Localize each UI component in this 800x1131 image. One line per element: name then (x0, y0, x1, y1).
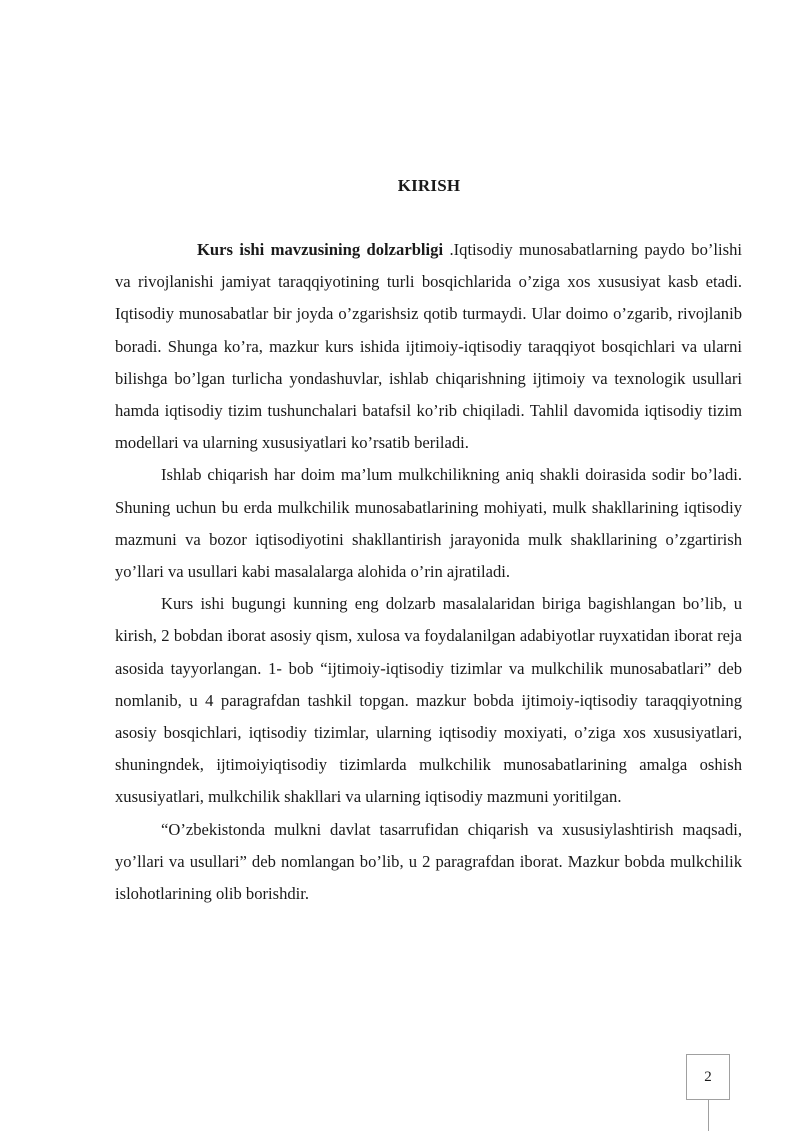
page-number: 2 (686, 1054, 730, 1100)
paragraph-structure: Kurs ishi bugungi kunning eng dolzarb masalalaridan biriga bagishlangan bo’lib, u kirish, 2 bobdan iborat asosiy qism, xulosa va foydalanilgan adabiyotlar ruyxatidan iborat reja asosida tayyorlangan. 1- bob “ijtimoiy-iqtisodiy tizimlar va mulkchilik munosabatlari” deb nomlanib, u 4 paragrafdan tashkil topgan. mazkur bobda ijtimoiy-iqtisodiy taraqqiyotning asosiy bosqichlari, iqtisodiy tizimlar, ularning iqtisodiy moxiyati, o’ziga xos xususiyatlari, shuningndek, ijtimoiyiqtisodiy tizimlarda mulkchilik munosabatlarining amalga oshish xususiyatlari, mulkchilik shakllari va ularning iqtisodiy mazmuni yoritilgan. (115, 594, 742, 807)
paragraph-introduction (115, 234, 742, 459)
paragraph-introduction-text: .Iqtisodiy munosabatlarning paydo bo’lishi va rivojlanishi jamiyat taraqqiyotining turli bosqichlarida o’ziga xos xususiyat kasb etadi. Iqtisodiy munosabatlar bir joyda o’zgarishsiz qotib turmaydi. Ular doimo o’zgarib, rivojlanib boradi. Shunga ko’ra, mazkur kurs ishida ijtimoiy-iqtisodiy taraqqiyot bosqichlari va ularni bilishga bo’lgan turlicha yondashuvlar, ishlab chiqarishning ijtimoiy va texnologik usullari hamda iqtisodiy tizim tushunchalari batafsil ko’rib chiqiladi. Tahlil davomida iqtisodiy tizim modellari va ularning xususiyatlari ko’rsatib beriladi. (115, 240, 742, 453)
section-heading: KIRISH (397, 176, 461, 195)
paragraph-lead-bold: Kurs ishi mavzusining dolzarbligi (197, 240, 444, 259)
paragraph-production: Ishlab chiqarish har doim ma’lum mulkchilikning aniq shakli doirasida sodir bo’ladi. Shuning uchun bu erda mulkchilik munosabatlarining mohiyati, mulk shakllarining iqtisodiy mazmuni va bozor iqtisodiyotini shakllantirish jarayonida mulk shakllarining o’zgartirish yo’llari va usullari kabi masalalarga alohida o’rin ajratiladi. (115, 465, 742, 582)
page-number-connector-line (708, 1100, 709, 1131)
body-text (115, 234, 742, 910)
paragraph-chapter-two: “O’zbekistonda mulkni davlat tasarrufidan chiqarish va xususiylashtirish maqsadi, yo’llari va usullari” deb nomlangan bo’lib, u 2 paragrafdan iborat. Mazkur bobda mulkchilik islohotlarining olib borishdir. (115, 819, 742, 904)
